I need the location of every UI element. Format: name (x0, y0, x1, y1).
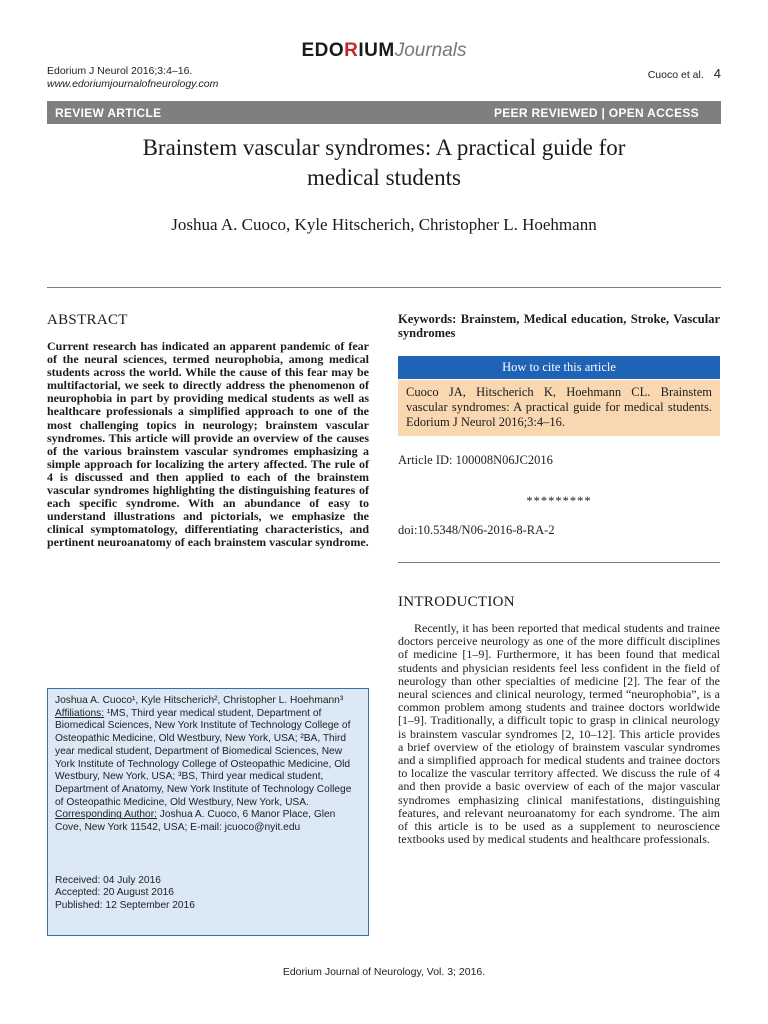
affiliations-label: Affiliations: (55, 707, 105, 719)
logo-brand-post: IUM (358, 40, 395, 61)
affiliation-authors: Joshua A. Cuoco¹, Kyle Hitscherich², Christopher L. Hoehmann³ (55, 695, 344, 706)
page-footer: Edorium Journal of Neurology, Vol. 3; 2016. (282, 966, 486, 978)
banner-left: REVIEW ARTICLE (55, 106, 162, 120)
corresponding-label: Corresponding Author: (55, 809, 157, 821)
introduction-body: Recently, it has been reported that medical students and trainee doctors perceive neurology as one of the more difficult disciplines of medicine [1–9]. Furthermore, it has been found that medical students and physician residents feel less confident in the field of neurology than other specialties of medicine [2]. The fear of the neural sciences and clinical neurology, termed “neurophobia”, is a common problem among students and trainee doctors worldwide [1–9]. Traditionally, a difficult topic to grasp in clinical neurology is brainstem vascular syndromes [2, 10–12]. This article provides a brief overview of the etiology of brainstem vascular syndromes and a simplified approach for medical students and trainee doctors to localize the vascular territory affected. We discuss the rule of 4 and then provide a basic overview of each of the major vascular syndromes emphasizing clinical manifestations, distinguishing features, and relevant neuroanatomy for each syndrome. The aim of this article is to be used as a supplement to neuroscience textbooks used by medical students and healthcare professionals. (398, 621, 720, 847)
banner-right: PEER REVIEWED | OPEN ACCESS (493, 106, 699, 120)
article-authors: Joshua A. Cuoco, Kyle Hitscherich, Christopher L. Hoehmann (171, 215, 597, 234)
affiliations-paragraph (55, 708, 361, 810)
affiliations-text: ¹MS, Third year medical student, Department of Biomedical Sciences, New York Institute of Technology College of Osteopathic Medicine, Old Westbury, New York, USA; ²BA, Third year medical student, Department of Biomedical Sciences, New York Institute of Technology College of Osteopathic Medicine, Old Westbury, New York, USA; ³BS, Third year medical student, Department of Anatomy, New York Institute of Technology College of Osteopathic Medicine, Old Westbury, New York, USA. (55, 707, 352, 808)
how-to-cite-heading: How to cite this article (398, 356, 720, 379)
journal-citation (47, 65, 218, 91)
page-number: 4 (713, 66, 721, 81)
article-dates (55, 875, 361, 913)
citation-box: Cuoco JA, Hitscherich K, Hoehmann CL. Brainstem vascular syndromes: A practical guide for medical students. Edorium J Neurol 2016;3:4–16. (398, 380, 720, 436)
title-line-1: Brainstem vascular syndromes: A practical guide for (142, 135, 626, 160)
article-title (60, 133, 708, 193)
logo-brand-pre: EDO (301, 40, 345, 61)
corresponding-text: Joshua A. Cuoco, 6 Manor Place, Glen Cove, New York 11542, USA; E-mail: jcuoco@nyit.edu (55, 809, 336, 834)
citation-text: Edorium J Neurol 2016;3:4–16. (47, 65, 193, 77)
logo-brand-accent: R (344, 40, 359, 61)
right-column-divider (398, 562, 720, 563)
header-divider (47, 287, 721, 288)
accepted-date: Accepted: 20 August 2016 (55, 887, 174, 899)
abstract-body: Current research has indicated an apparent pandemic of fear of the neural sciences, termed neurophobia, among medical students across the world. While the cause of this fear may be multifactorial, we seek to directly address the phenomenon of neurophobia in part by providing medical students as well as healthcare professionals a simplified approach to one of the most challenging topics in neurology; brainstem vascular syndromes. This article will provide an overview of the causes of the various brainstem vascular syndromes emphasizing a simple approach for localizing the artery affected. The rule of 4 is discussed and then applied to each of the brainstem vascular syndromes highlighting the distinguishing features of each specific syndrome. With an abundance of easy to understand illustrations and pictorials, we emphasize the clinical symptomatology, differentiating characteristics, and pertinent neuroanatomy of each brainstem vascular syndrome. (47, 339, 369, 550)
keywords: Keywords: Brainstem, Medical education, Stroke, Vascular syndromes (398, 312, 720, 340)
logo-suffix: Journals (394, 40, 467, 61)
article-type-banner (47, 101, 721, 124)
introduction-heading: INTRODUCTION (398, 594, 515, 610)
abstract-heading: ABSTRACT (47, 312, 128, 328)
corresponding-paragraph (55, 809, 361, 834)
journal-logo (0, 40, 768, 62)
journal-url[interactable]: www.edoriumjournalofneurology.com (47, 78, 219, 90)
title-line-2: medical students (307, 165, 461, 190)
article-id: Article ID: 100008N06JC2016 (398, 453, 553, 467)
doi[interactable]: doi:10.5348/N06-2016-8-RA-2 (398, 523, 555, 537)
separator-stars: ********* (526, 494, 592, 508)
affiliations-box (47, 688, 369, 936)
page-info (648, 66, 721, 81)
received-date: Received: 04 July 2016 (55, 874, 161, 886)
author-short: Cuoco et al. (647, 69, 704, 81)
published-date: Published: 12 September 2016 (55, 900, 195, 912)
